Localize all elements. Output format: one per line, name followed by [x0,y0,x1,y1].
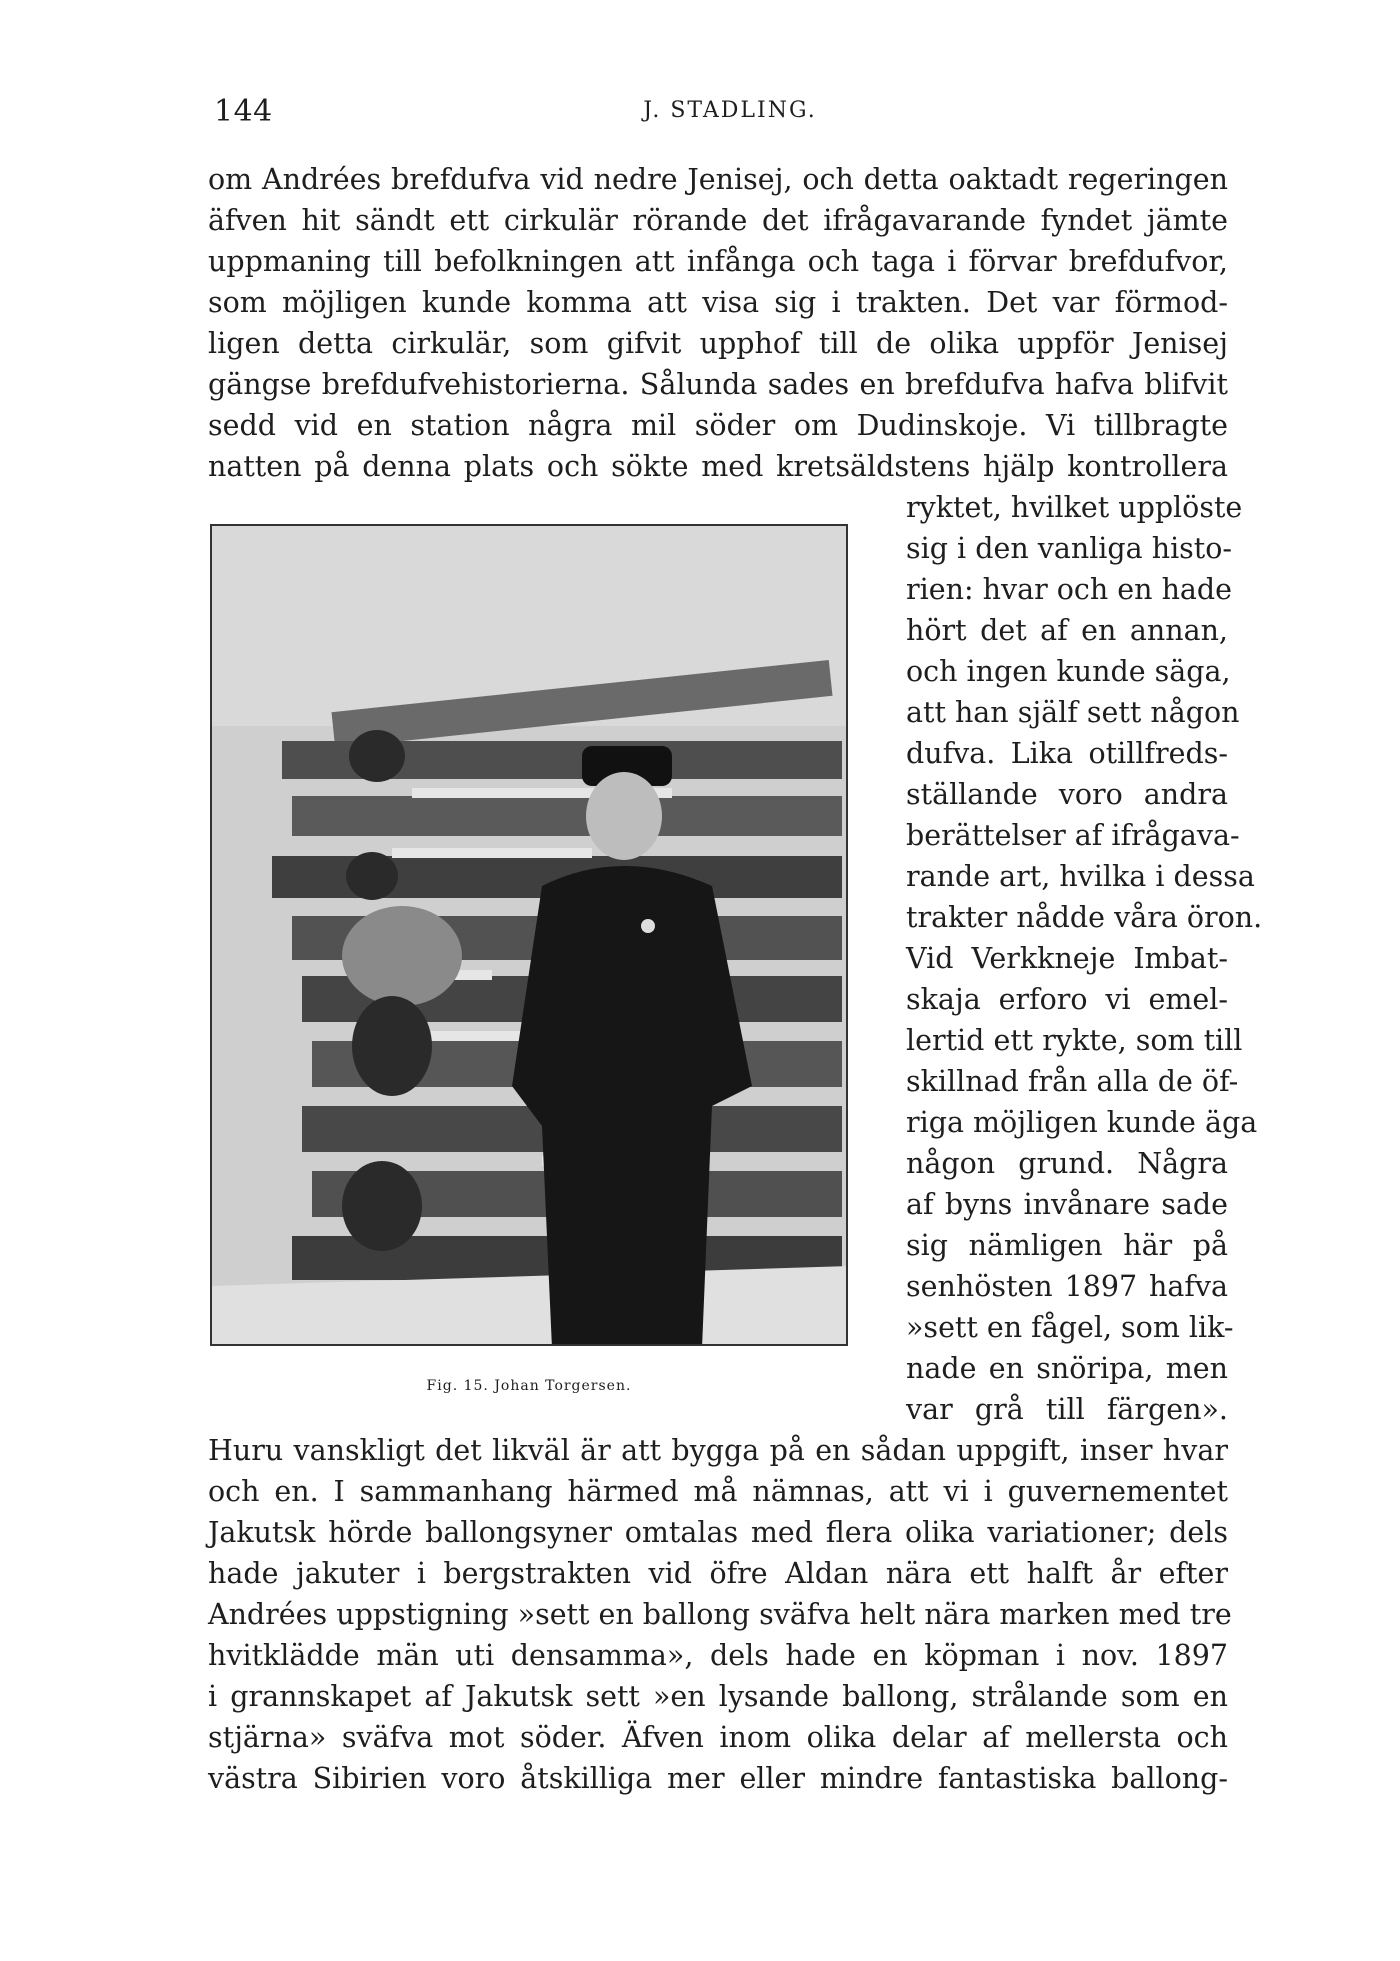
body-line: Andrées uppstigning »sett en ballong sväfva helt nära marken med tre [208,1598,1232,1631]
wrap-line: riga möjligen kunde äga [906,1106,1258,1139]
wrap-line: rande art, hvilka i dessa [906,860,1255,893]
wrap-line: någon grund. Några [906,1147,1228,1180]
wrap-line: Vid Verkkneje Imbat- [906,942,1228,975]
body-line: västra Sibirien voro åtskilliga mer eller mindre fantastiska ballong- [208,1762,1228,1795]
wrap-line: var grå till färgen». [906,1393,1228,1426]
body-line: ligen detta cirkulär, som gifvit upphof till de olika uppför Jenisej [208,327,1228,360]
figure-caption: Fig. 15. Johan Torgersen. [426,1378,632,1394]
wrap-line: nade en snöripa, men [906,1352,1228,1385]
body-line: som möjligen kunde komma att visa sig i trakten. Det var förmod- [208,286,1228,319]
body-line: gängse brefdufvehistorierna. Sålunda sades en brefdufva hafva blifvit [208,368,1228,401]
wrap-line: dufva. Lika otillfreds- [906,737,1228,770]
wrap-line: skaja erforo vi emel- [906,983,1228,1016]
wrap-line: trakter nådde våra öron. [906,901,1263,934]
wrap-line: »sett en fågel, som lik- [906,1311,1234,1344]
wrap-line: sig i den vanliga histo- [906,532,1233,565]
body-line: hade jakuter i bergstrakten vid öfre Aldan nära ett halft år efter [208,1557,1228,1590]
photo-icon [212,526,848,1346]
wrap-line: rien: hvar och en hade [906,573,1233,606]
body-line: sedd vid en station några mil söder om Dudinskoje. Vi tillbragte [208,409,1228,442]
wrap-line: skillnad från alla de öf- [906,1065,1239,1098]
body-line: om Andrées brefdufva vid nedre Jenisej, och detta oaktadt regeringen [208,163,1228,196]
wrap-line: ställande voro andra [906,778,1228,811]
body-line: Huru vanskligt det likväl är att bygga på en sådan uppgift, inser hvar [208,1434,1228,1467]
wrap-line: hört det af en annan, [906,614,1228,647]
running-head: J. STADLING. [643,98,817,123]
wrap-line: berättelser af ifrågava- [906,819,1240,852]
body-line: i grannskapet af Jakutsk sett »en lysande ballong, strålande som en [208,1680,1228,1713]
body-line: äfven hit sändt ett cirkulär rörande det ifrågavarande fyndet jämte [208,204,1228,237]
figure-photo [210,524,848,1346]
wrap-line: sig nämligen här på [906,1229,1228,1262]
body-line: och en. I sammanhang härmed må nämnas, att vi i guvernementet [208,1475,1228,1508]
body-line: hvitklädde män uti densamma», dels hade en köpman i nov. 1897 [208,1639,1228,1672]
body-line: uppmaning till befolkningen att infånga och taga i förvar brefdufvor, [208,245,1228,278]
wrap-line: senhösten 1897 hafva [906,1270,1228,1303]
wrap-line: att han själf sett någon [906,696,1240,729]
wrap-line: ryktet, hvilket upplöste [906,491,1243,524]
page-number: 144 [214,94,273,129]
body-line: stjärna» sväfva mot söder. Äfven inom olika delar af mellersta och [208,1721,1228,1754]
body-line: natten på denna plats och sökte med kretsäldstens hjälp kontrollera [208,450,1228,483]
wrap-line: af byns invånare sade [906,1188,1228,1221]
wrap-line: lertid ett rykte, som till [906,1024,1243,1057]
body-line: Jakutsk hörde ballongsyner omtalas med flera olika variationer; dels [208,1516,1228,1549]
wrap-line: och ingen kunde säga, [906,655,1231,688]
